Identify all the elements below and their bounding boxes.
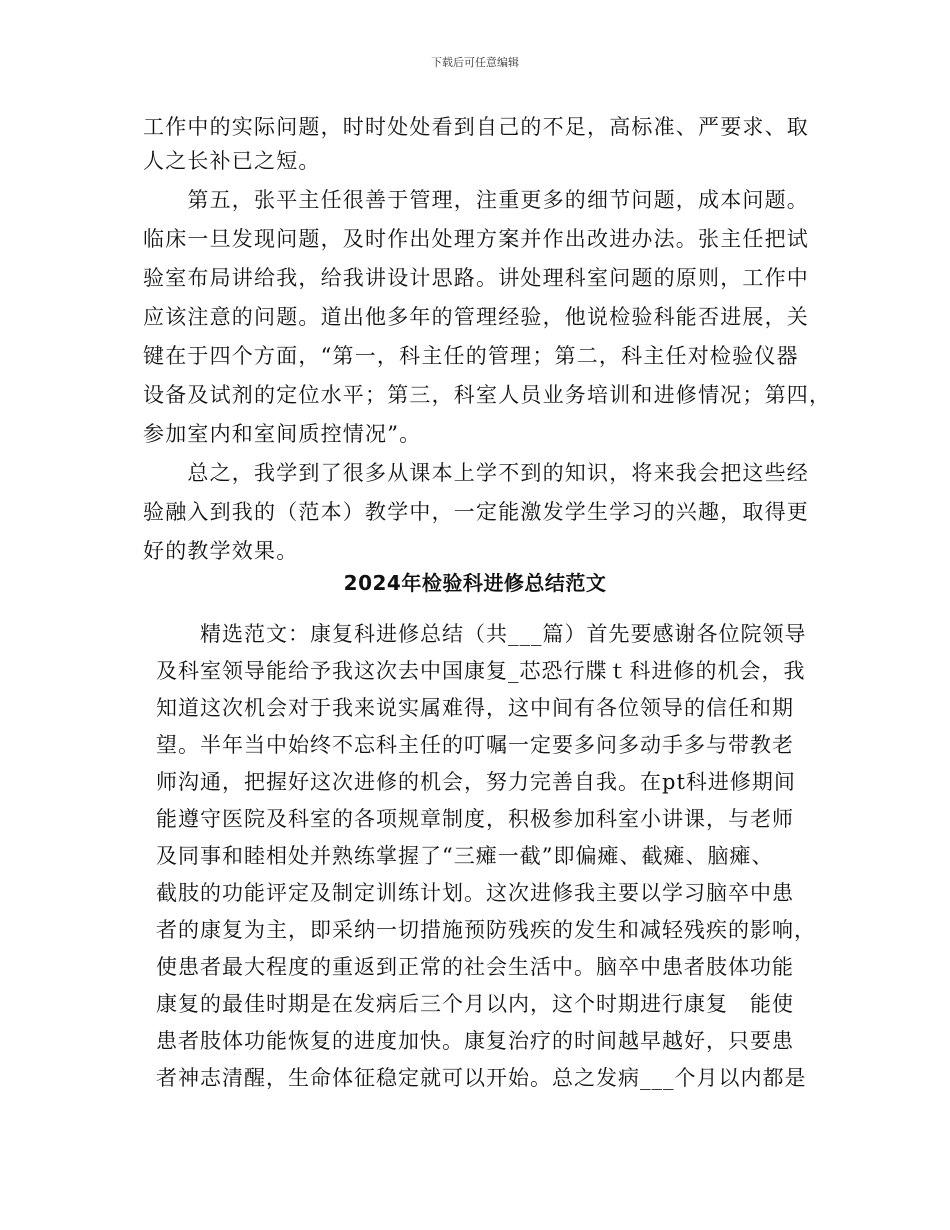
text-line: 验室布局讲给我，给我讲设计思路。讲处理科室问题的原则，工作中 [143,266,809,290]
text-line: 应该注意的问题。道出他多年的管理经验，他说检验科能否进展，关 [143,305,809,329]
text-line: 参加室内和室间质控情况”。 [143,422,422,446]
text-line: 望。半年当中始终不忘科主任的叮嘱一定要多问多动手多与带教老 [156,733,794,757]
text-line: 者的康复为主，即采纳一切措施预防残疾的发生和减轻残疾的影响， [156,918,816,942]
page-header-note: 下载后可任意编辑 [431,56,519,69]
text-line: 人之长补已之短。 [143,149,321,173]
text-line: 截肢的功能评定及制定训练计划。这次进修我主要以学习脑卒中患 [156,881,794,905]
text-line: 好的教学效果。 [143,539,299,563]
text-line: 工作中的实际问题，时时处处看到自己的不足，高标准、严要求、取 [143,115,809,139]
text-line: 第五，张平主任很善于管理，注重更多的细节问题，成本问题。 [143,188,809,212]
text-line: 键在于四个方面，“第一，科主任的管理；第二，科主任对检验仪器 [143,344,799,368]
text-line: 知道这次机会对于我来说实属难得，这中间有各位领导的信任和期 [156,696,794,720]
text-line: 总之，我学到了很多从课本上学不到的知识，将来我会把这些经 [143,461,809,485]
text-line: 精选范文：康复科进修总结（共___篇）首先要感谢各位院领导 [156,622,807,646]
text-line: 及科室领导能给予我这次去中国康复_芯恐行牒ｔ科进修的机会，我 [156,659,806,683]
text-line: 验融入到我的（范本）教学中，一定能激发学生学习的兴趣，取得更 [143,500,809,524]
text-line: 患者肢体功能恢复的进度加快。康复治疗的时间越早越好，只要患 [156,1029,794,1053]
text-line: 设备及试剂的定位水平；第三，科室人员业务培训和进修情况；第四， [143,383,832,407]
text-line: 能遵守医院及科室的各项规章制度，积极参加科室小讲课，与老师 [156,807,794,831]
section-title: 2024年检验科进修总结范文 [343,571,607,595]
text-line: 师沟通，把握好这次进修的机会，努力完善自我。在pt科进修期间 [156,770,796,794]
text-line: 者神志清醒，生命体征稳定就可以开始。总之发病___个月以内都是 [156,1066,807,1090]
text-line: 临床一旦发现问题，及时作出处理方案并作出改进办法。张主任把试 [143,227,809,251]
text-line: 及同事和睦相处并熟练掌握了“三瘫一截”即偏瘫、截瘫、脑瘫、 [156,844,774,868]
text-line: 康复的最佳时期是在发病后三个月以内，这个时期进行康复 能使 [156,992,794,1016]
text-line: 使患者最大程度的重返到正常的社会生活中。脑卒中患者肢体功能 [156,955,794,979]
